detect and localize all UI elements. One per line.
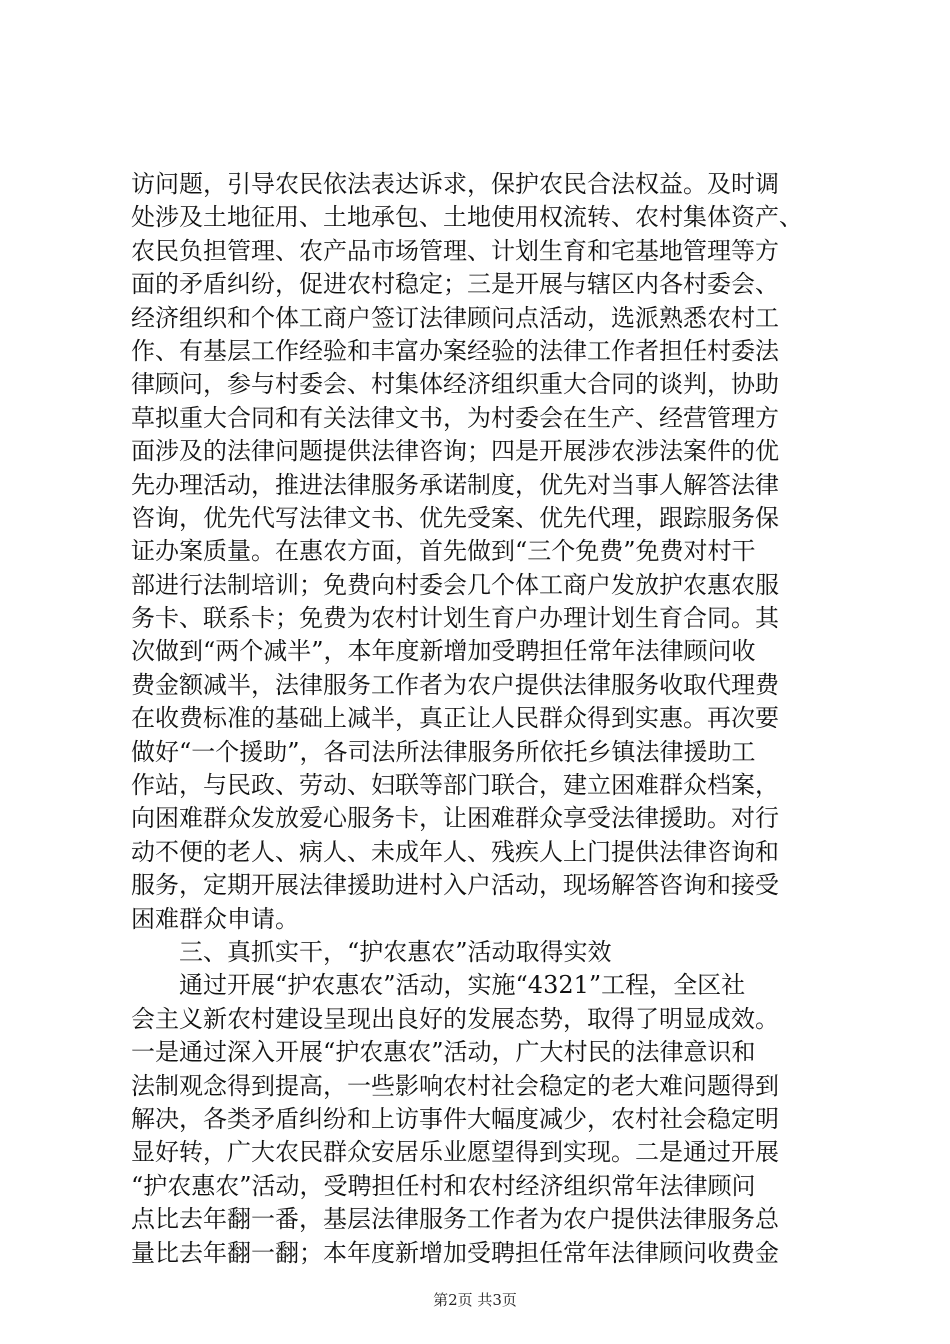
text-line: 面涉及的法律问题提供法律咨询；四是开展涉农涉法案件的优: [131, 437, 779, 466]
text-line: 证办案质量。在惠农方面，首先做到“三个免费”免费对村干: [131, 537, 756, 566]
text-line: 草拟重大合同和有关法律文书，为村委会在生产、经营管理方: [131, 403, 779, 432]
text-line: 律顾问，参与村委会、村集体经济组织重大合同的谈判，协助: [131, 370, 779, 399]
text-line: 作、有基层工作经验和丰富办案经验的法律工作者担任村委法: [131, 336, 779, 365]
text-line: 服务，定期开展法律援助进村入户活动，现场解答咨询和接受: [131, 871, 779, 900]
text-line: 先办理活动，推进法律服务承诺制度，优先对当事人解答法律: [131, 470, 779, 499]
text-line: 一是通过深入开展“护农惠农”活动，广大村民的法律意识和: [131, 1038, 756, 1067]
text-line: 显好转，广大农民群众安居乐业愿望得到实现。二是通过开展: [131, 1138, 779, 1167]
text-line: “护农惠农”活动，受聘担任村和农村经济组织常年法律顾问: [131, 1171, 756, 1200]
text-line: 向困难群众发放爱心服务卡，让困难群众享受法律援助。对行: [131, 804, 779, 833]
text-line: 通过开展“护农惠农”活动，实施“4321”工程，全区社: [179, 971, 746, 1000]
text-line: 次做到“两个减半”，本年度新增加受聘担任常年法律顾问收: [131, 637, 756, 666]
section-heading: 三、真抓实干，“护农惠农”活动取得实效: [179, 937, 612, 966]
text-line: 动不便的老人、病人、未成年人、残疾人上门提供法律咨询和: [131, 837, 779, 866]
text-line: 解决，各类矛盾纠纷和上访事件大幅度减少，农村社会稳定明: [131, 1104, 779, 1133]
body-text: [131, 168, 831, 1270]
text-line: 会主义新农村建设呈现出良好的发展态势，取得了明显成效。: [131, 1004, 779, 1033]
page-number-footer: 第2页 共3页: [433, 1291, 517, 1309]
text-line: 困难群众申请。: [131, 904, 299, 933]
text-line: 费金额减半，法律服务工作者为农户提供法律服务收取代理费: [131, 670, 779, 699]
text-line: 在收费标准的基础上减半，真正让人民群众得到实惠。再次要: [131, 704, 779, 733]
text-line: 做好“一个援助”，各司法所法律服务所依托乡镇法律援助工: [131, 737, 756, 766]
text-line: 量比去年翻一翻；本年度新增加受聘担任常年法律顾问收费金: [131, 1238, 779, 1267]
text-line: 经济组织和个体工商户签订法律顾问点活动，选派熟悉农村工: [131, 303, 779, 332]
text-line: 法制观念得到提高，一些影响农村社会稳定的老大难问题得到: [131, 1071, 779, 1100]
text-line: 务卡、联系卡；免费为农村计划生育户办理计划生育合同。其: [131, 604, 779, 633]
text-line: 作站，与民政、劳动、妇联等部门联合，建立困难群众档案，: [131, 771, 779, 800]
text-line: 处涉及土地征用、土地承包、土地使用权流转、农村集体资产、: [131, 203, 803, 232]
text-line: 面的矛盾纠纷，促进农村稳定；三是开展与辖区内各村委会、: [131, 270, 779, 299]
text-line: 点比去年翻一番，基层法律服务工作者为农户提供法律服务总: [131, 1205, 779, 1234]
text-line: 农民负担管理、农产品市场管理、计划生育和宅基地管理等方: [131, 236, 779, 265]
text-line: 访问题，引导农民依法表达诉求，保护农民合法权益。及时调: [131, 170, 779, 198]
text-line: 部进行法制培训；免费向村委会几个体工商户发放护农惠农服: [131, 570, 779, 599]
text-line: 咨询，优先代写法律文书、优先受案、优先代理，跟踪服务保: [131, 503, 779, 532]
